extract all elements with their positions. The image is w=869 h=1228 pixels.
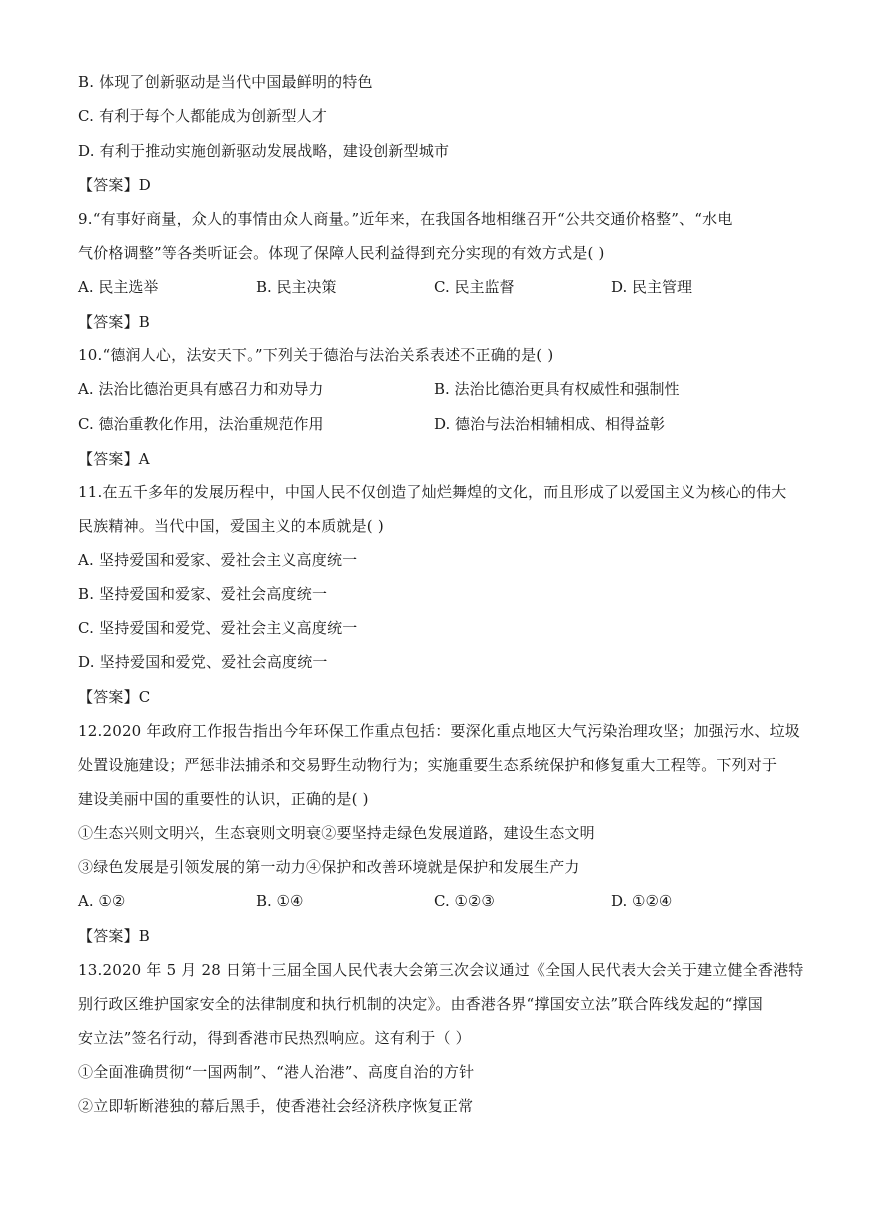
q10-option-c: C. 德治重教化作用，法治重规范作用	[78, 415, 324, 433]
q9-option-c: C. 民主监督	[434, 278, 515, 296]
q12-stem-line1: 12.2020 年政府工作报告指出今年环保工作重点包括：要深化重点地区大气污染治理攻坚；加强污水、垃圾	[78, 722, 801, 740]
q11-option-a: A. 坚持爱国和爱家、爱社会主义高度统一	[78, 551, 358, 569]
q9-stem-line1: 9.“有事好商量，众人的事情由众人商量。”近年来，在我国各地相继召开“公共交通价格整”、“水电	[78, 210, 733, 228]
q12-option-c: C. ①②③	[434, 892, 495, 910]
q9-stem-line2: 气价格调整”等各类听证会。体现了保障人民利益得到充分实现的有效方式是( )	[78, 244, 605, 262]
q8-answer: 【答案】D	[78, 176, 152, 194]
q10-option-a: A. 法治比德治更具有感召力和劝导力	[78, 380, 324, 398]
q10-option-b: B. 法治比德治更具有权威性和强制性	[434, 380, 680, 398]
q11-option-c: C. 坚持爱国和爱党、爱社会主义高度统一	[78, 619, 358, 637]
q10-answer: 【答案】A	[78, 450, 150, 468]
q13-stem-line3: 安立法”签名行动，得到香港市民热烈响应。这有利于（ ）	[78, 1029, 471, 1047]
q12-stem-line2: 处置设施建设；严惩非法捕杀和交易野生动物行为；实施重要生态系统保护和修复重大工程等。下列对于	[78, 756, 778, 774]
q9-option-b: B. 民主决策	[256, 278, 337, 296]
q12-answer: 【答案】B	[78, 927, 151, 945]
q13-stem-line2: 别行政区维护国家安全的法律制度和执行机制的决定》。由香港各界“撑国安立法”联合阵线发起的“撑国	[78, 995, 763, 1013]
q13-statement-1: ①全面准确贯彻“一国两制”、“港人治港”、高度自治的方针	[78, 1063, 475, 1081]
q9-option-a: A. 民主选举	[78, 278, 159, 296]
q12-stem-line3: 建设美丽中国的重要性的认识，正确的是( )	[78, 790, 369, 808]
q11-stem-line2: 民族精神。当代中国，爱国主义的本质就是( )	[78, 517, 384, 535]
q12-statements-line2: ③绿色发展是引领发展的第一动力④保护和改善环境就是保护和发展生产力	[78, 858, 580, 876]
q12-option-b: B. ①④	[256, 892, 304, 910]
q12-option-a: A. ①②	[78, 892, 126, 910]
q12-option-d: D. ①②④	[611, 892, 673, 910]
q11-option-d: D. 坚持爱国和爱党、爱社会高度统一	[78, 653, 328, 671]
q10-option-d: D. 德治与法治相辅相成、相得益彰	[434, 415, 666, 433]
q11-answer: 【答案】C	[78, 688, 151, 706]
q9-option-d: D. 民主管理	[611, 278, 693, 296]
q11-stem-line1: 11.在五千多年的发展历程中，中国人民不仅创造了灿烂舞煌的文化，而且形成了以爱国主义为核心的伟大	[78, 483, 787, 501]
q9-answer: 【答案】B	[78, 313, 151, 331]
q8-option-b: B. 体现了创新驱动是当代中国最鲜明的特色	[78, 73, 373, 91]
q10-stem-line1: 10.“德润人心，法安天下。”下列关于德治与法治关系表述不正确的是( )	[78, 346, 554, 364]
q13-statement-2: ②立即斩断港独的幕后黑手，使香港社会经济秩序恢复正常	[78, 1097, 474, 1115]
q13-stem-line1: 13.2020 年 5 月 28 日第十三届全国人民代表大会第三次会议通过《全国人民代表大会关于建立健全香港特	[78, 961, 804, 979]
q11-option-b: B. 坚持爱国和爱家、爱社会高度统一	[78, 585, 328, 603]
q8-option-d: D. 有利于推动实施创新驱动发展战略，建设创新型城市	[78, 142, 450, 160]
q12-statements-line1: ①生态兴则文明兴，生态衰则文明衰②要坚持走绿色发展道路，建设生态文明	[78, 824, 595, 842]
q8-option-c: C. 有利于每个人都能成为创新型人才	[78, 107, 328, 125]
